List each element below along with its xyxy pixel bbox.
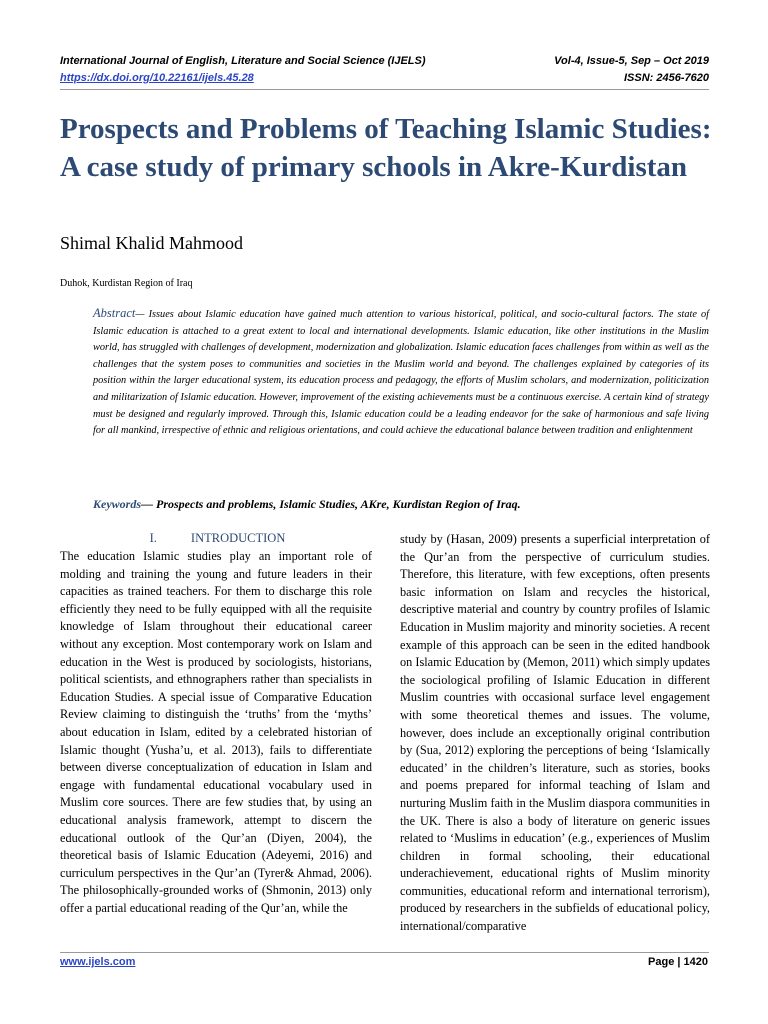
page-number: Page | 1420	[648, 956, 708, 968]
keywords-label: Keywords	[93, 497, 141, 511]
body-right-column: study by (Hasan, 2009) presents a superficial interpretation of the Qur’an from the perspective of curriculum studies. Therefore, this literature, with few exceptions, often presents basic information on Islam and recycles the historical, descriptive material and country by country profiles of Islamic Education in Muslim majority and minority societies. A recent example of this approach can be seen in the edited handbook on Islamic Education by (Memon, 2011) which simply updates the sociological profiling of Islamic Education in different Muslim countries with occasional surface level engagement with some theoretical themes and issues. The volume, however, does include an exceptionally original contribution by (Sua, 2012) exploring the perceptions of being ‘Islamically educated’ in the children’s literature, such as stories, books and poems prepared for informal teaching of Islam and nurturing Muslim faith in the Muslim diaspora communities in the UK. There is also a body of literature on generic issues related to ‘Muslims in education’ (e.g., experiences of Muslim children in formal schooling, their educational underachievement, educational rights of Muslim minority communities, educational reform and international terrorism), produced by researchers in the subfields of educational policy, international/comparative	[400, 532, 710, 934]
keywords-text: Prospects and problems, Islamic Studies, AKre, Kurdistan Region of Iraq.	[156, 497, 521, 511]
footer-divider	[60, 952, 709, 953]
article-title: Prospects and Problems of Teaching Islamic Studies: A case study of primary schools in Akre-Kurdistan	[60, 113, 712, 183]
doi-link[interactable]: https://dx.doi.org/10.22161/ijels.45.28	[60, 72, 254, 84]
abstract	[93, 305, 709, 440]
volume-issue: Vol-4, Issue-5, Sep – Oct 2019	[554, 55, 709, 67]
journal-name: International Journal of English, Literature and Social Science (IJELS)	[60, 55, 426, 67]
journal-url-link[interactable]: www.ijels.com	[60, 956, 136, 968]
author-name: Shimal Khalid Mahmood	[60, 233, 243, 253]
abstract-separator: —	[135, 309, 149, 320]
body-left-column: The education Islamic studies play an important role of molding and training the young and future leaders in their capacities as trained teachers. For them to discharge this role efficiently they need to be fully equipped with all the requisite knowledge of Islam throughout their educational career without any exception. Most contemporary work on Islam and education in the West is produced by sociologists, historians, political scientists, and ethnographers rather than specialists in Education Studies. A special issue of Comparative Education Review claiming to distinguish the ‘truths’ from the ‘myths’ about education in Islam, edited by a celebrated historian of Islamic thought (Yusha’u, et al. 2013), fails to differentiate between diverse conceptualization of education in Islam and engage with fundamental educational vocabulary used in Muslim core sources. There are few studies that, by using an educational analysis framework, attempt to discern the educational outlook of the Qur’an (Diyen, 2004), the theoretical basis of Islamic Education (Adeyemi, 2016) and curriculum perspectives in the Qur’an (Tyrer& Ahmad, 2006). The philosophically-grounded works of (Shmonin, 2013) only offer a partial educational reading of the Qur’an, while the	[60, 549, 372, 915]
header-divider	[60, 89, 709, 90]
section-title: INTRODUCTION	[190, 531, 286, 545]
section-heading	[60, 531, 375, 546]
author-affiliation: Duhok, Kurdistan Region of Iraq	[60, 278, 193, 289]
section-number: I.	[149, 531, 157, 545]
abstract-label: Abstract	[93, 306, 136, 320]
abstract-text: Issues about Islamic education have gained much attention to various historical, political, and socio-cultural factors. The state of Islamic education is attached to a great extent to local and international developments. Islamic education, like other institutions in the Muslim world, has struggled with challenges of development, modernization and globalization. Islamic education faces challenges from within as well as the challenges that the system poses to communities and societies in the Muslim world and beyond. The challenges explained by categories of its position within the larger educational system, its education process and pedagogy, the efforts of Muslim scholars, and modernization, politicization and militarization of Islamic education. However, improvement of the existing achievements must be a continuous exercise. A certain kind of strategy must be designed and regularly improved. Through this, Islamic education could be a leading endeavor for the sake of harmonious and safe living for all mankind, irrespective of ethnic and religious orientations, and could achieve the educational balance between tradition and enlightenment	[93, 309, 710, 437]
keywords-separator: —	[141, 497, 156, 511]
issn: ISSN: 2456-7620	[624, 72, 709, 84]
keywords	[93, 497, 709, 512]
